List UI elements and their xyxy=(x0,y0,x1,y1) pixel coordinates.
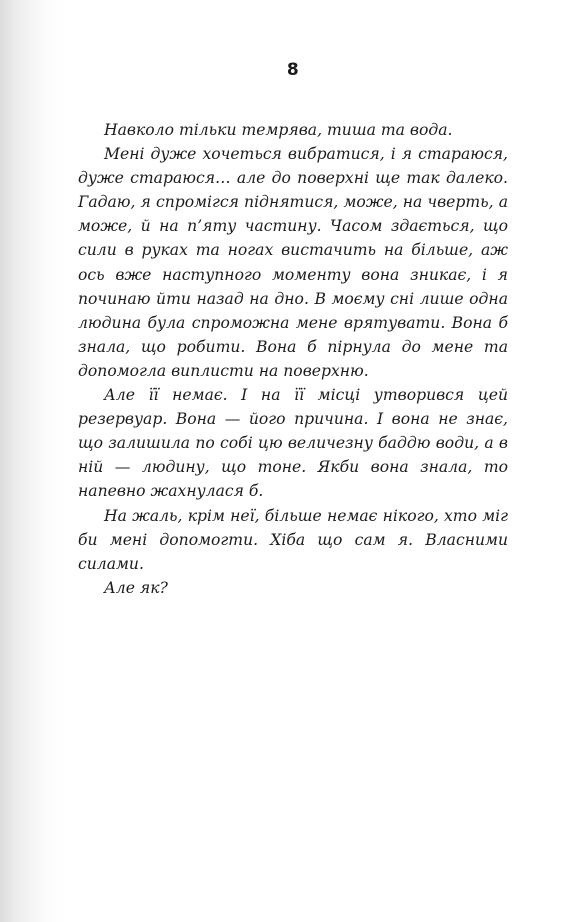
paragraph-2: Мені дуже хочеться вибратися, і я стараюся, дуже стараюся… але до поверхні ще так далеко. Гадаю, я спромігся піднятися, може, на чверть, а може, й на п’яту частину. Часом здається, що сили в руках та ногах вистачить на більше, аж ось вже наступного моменту вона зникає, і я починаю йти назад на дно. В моєму сні лише одна людина була спроможна мене врятувати. Вона б знала, що робити. Вона б пірнула до мене та допомогла виплисти на поверхню. xyxy=(78,145,508,380)
paragraph-4: На жаль, крім неї, більше немає нікого, хто міг би мені допомогти. Хіба що сам я. Власними силами. xyxy=(78,506,508,573)
body-text xyxy=(78,118,508,600)
paragraph-3: Але її немає. І на її місці утворився цей резервуар. Вона — його причина. І вона не знає, що залишила по собі цю величезну баддю води, а в ній — людину, що тоне. Якби вона знала, то напевно жахнулася б. xyxy=(78,386,508,501)
chapter-number: 8 xyxy=(286,60,300,80)
paragraph-1: Навколо тільки темрява, тиша та вода. xyxy=(104,121,453,139)
paragraph-5: Але як? xyxy=(104,578,168,597)
